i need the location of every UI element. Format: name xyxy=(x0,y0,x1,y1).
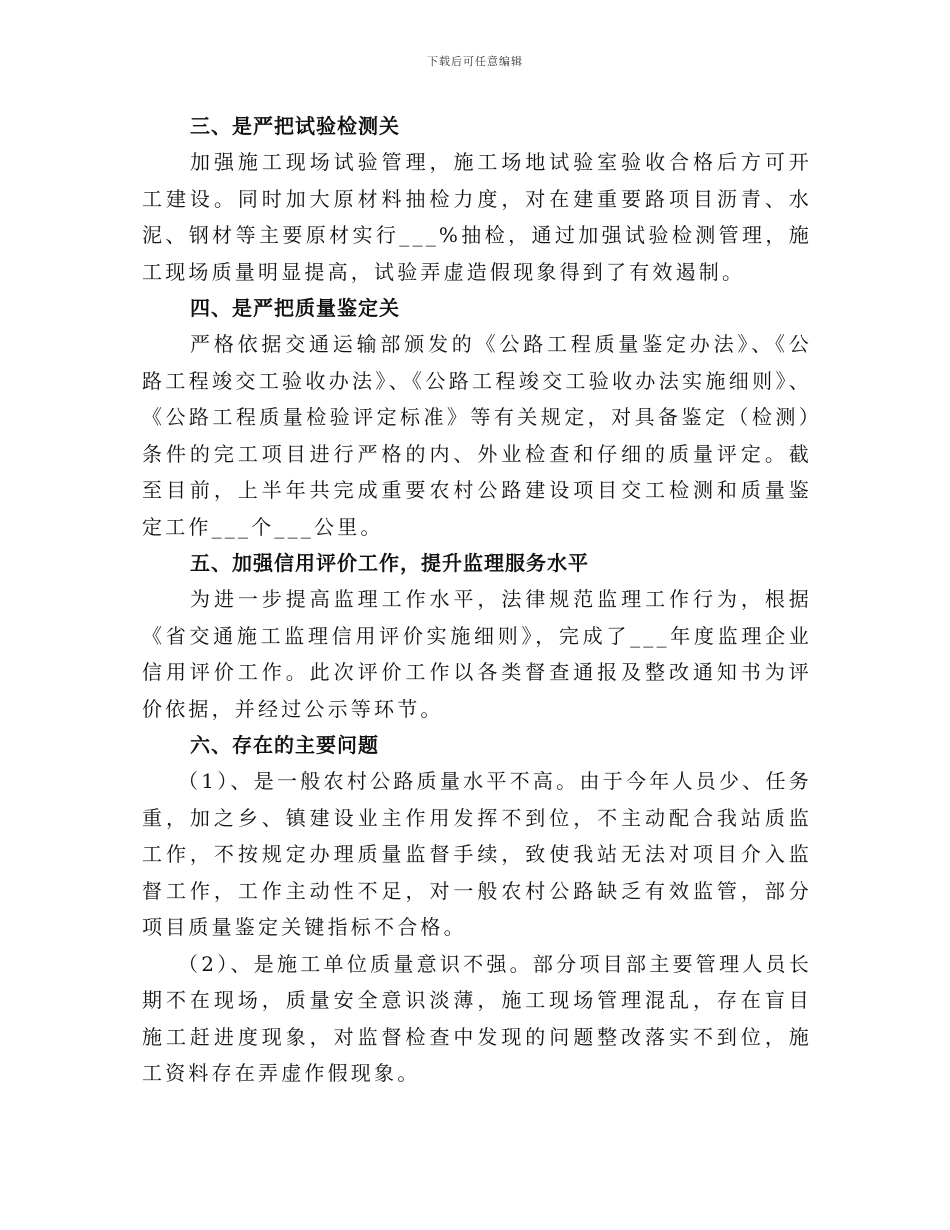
section-heading: 五、加强信用评价工作，提升监理服务水平 xyxy=(190,551,589,575)
section-paragraph: 为进一步提高监理工作水平，法律规范监理工作行为，根据《省交通施工监理信用评价实施细则》，完成了___年度监理企业信用评价工作。此次评价工作以各类督查通报及整改通知书为评价依据，并经过公示等环节。 xyxy=(142,587,812,721)
document-body xyxy=(142,108,812,1092)
page-header-note: 下载后可任意编辑 xyxy=(427,55,523,68)
issue-item-1: （1）、是一般农村公路质量水平不高。由于今年人员少、任务重，加之乡、镇建设业主作用发挥不到位，不主动配合我站质监工作，不按规定办理质量监督手续，致使我站无法对项目介入监督工作，工作主动性不足，对一般农村公路缺乏有效监管，部分项目质量鉴定关键指标不合格。 xyxy=(142,769,812,939)
section-paragraph: 严格依据交通运输部颁发的《公路工程质量鉴定办法》、《公路工程竣交工验收办法》、《公路工程竣交工验收办法实施细则》、《公路工程质量检验评定标准》等有关规定，对具备鉴定（检测）条件的完工项目进行严格的内、外业检查和仔细的质量评定。截至目前，上半年共完成重要农村公路建设项目交工检测和质量鉴定工作___个___公里。 xyxy=(142,332,812,539)
section-heading: 四、是严把质量鉴定关 xyxy=(190,296,400,320)
section-paragraph: 加强施工现场试验管理，施工场地试验室验收合格后方可开工建设。同时加大原材料抽检力度，对在建重要路项目沥青、水泥、钢材等主要原材实行___%抽检，通过加强试验检测管理，施工现场质量明显提高，试验弄虚造假现象得到了有效遏制。 xyxy=(142,150,812,284)
issue-item-2: （2）、是施工单位质量意识不强。部分项目部主要管理人员长期不在现场，质量安全意识淡薄，施工现场管理混乱，存在盲目施工赶进度现象，对监督检查中发现的问题整改落实不到位，施工资料存在弄虚作假现象。 xyxy=(142,951,812,1085)
section-heading: 三、是严把试验检测关 xyxy=(190,114,400,138)
section-heading: 六、存在的主要问题 xyxy=(190,733,379,757)
